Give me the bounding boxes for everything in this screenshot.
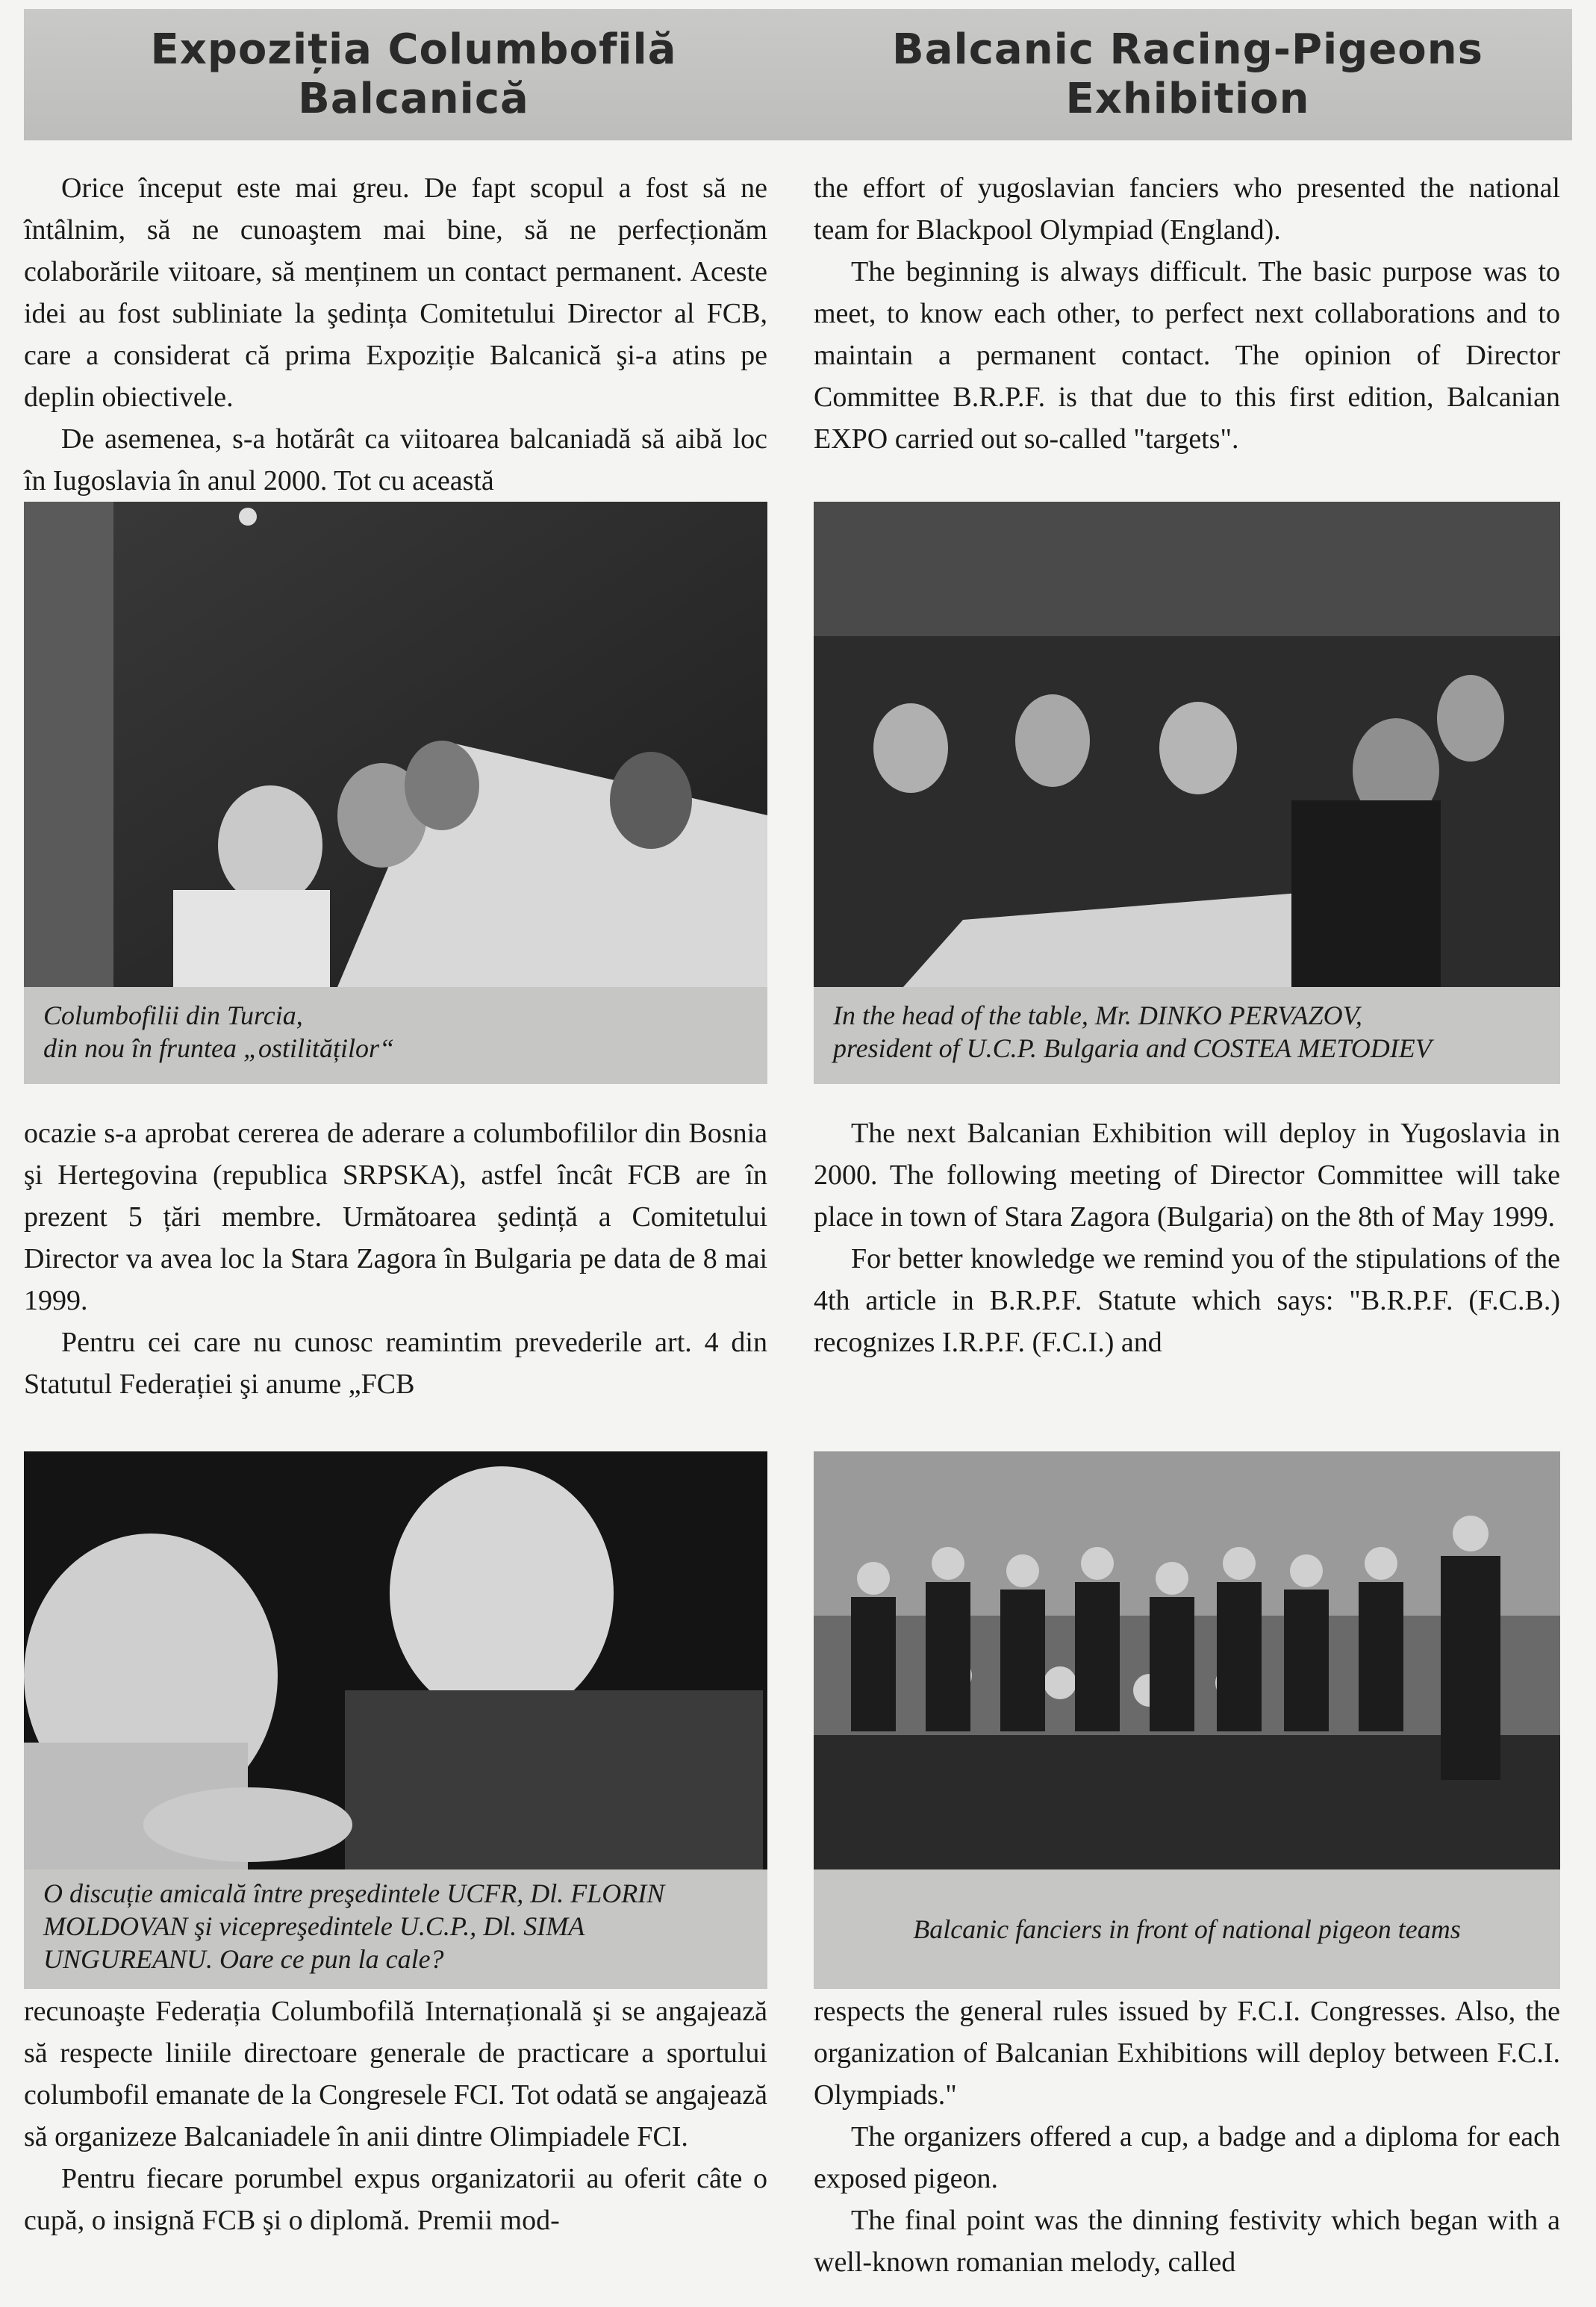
paragraph: respects the general rules issued by F.C.I. Congresses. Also, the organization of Balcanian Exhibitions will deploy between F.C.I. Olympiads." xyxy=(814,1996,1560,2111)
caption-photo-2 xyxy=(814,987,1560,1084)
caption-line: O discuție amicală între preşedintele UCFR, Dl. FLORIN xyxy=(43,1878,665,1908)
paragraph: Pentru fiecare porumbel expus organizatorii au oferit câte o cupă, o insignă FCB şi o diplomă. Premii mod- xyxy=(24,2163,767,2236)
paragraph: The next Balcanian Exhibition will deploy in Yugoslavia in 2000. The following meeting of Director Committee will take place in town of Stara Zagora (Bulgaria) on the 8th of May 1999. xyxy=(814,1118,1560,1233)
english-title xyxy=(803,9,1572,140)
paragraph: The organizers offered a cup, a badge and a diploma for each exposed pigeon. xyxy=(814,2121,1560,2194)
romanian-title xyxy=(24,9,803,140)
photo-group-fanciers xyxy=(814,1451,1560,1869)
caption-line: Columbofilii din Turcia, xyxy=(43,1000,303,1030)
caption-line: Balcanic fanciers in front of national pigeon teams xyxy=(913,1914,1461,1944)
romanian-text-2 xyxy=(24,1112,767,1405)
caption-line: MOLDOVAN şi vicepreşedintele U.C.P., Dl. SIMA xyxy=(43,1911,585,1941)
caption-line: In the head of the table, Mr. DINKO PERVAZOV, xyxy=(833,1000,1362,1030)
paragraph: The beginning is always difficult. The basic purpose was to meet, to know each other, to perfect next collaborations and to maintain a permanent contact. The opinion of Director Committee B.R.P.F. is that due to this first edition, Balcanian EXPO carried out so-called "targets". xyxy=(814,256,1560,455)
paragraph: ocazie s-a aprobat cererea de aderare a columbofililor din Bosnia şi Hertegovina (republica SRPSKA), astfel încât FCB are în prezent 5 țări membre. Următoarea şedință a Comitetului Director va avea loc la Stara Zagora în Bulgaria pe data de 8 mai 1999. xyxy=(24,1118,767,1316)
paragraph: De asemenea, s-a hotărât ca viitoarea balcaniadă să aibă loc în Iugoslavia în anul 2000. Tot cu această xyxy=(24,423,767,496)
english-text-1 xyxy=(814,167,1560,460)
paragraph: the effort of yugoslavian fanciers who presented the national team for Blackpool Olympiad (England). xyxy=(814,172,1560,246)
english-text-3 xyxy=(814,1990,1560,2283)
romanian-text-3 xyxy=(24,1990,767,2241)
caption-line: din nou în fruntea „ostilităților“ xyxy=(43,1033,395,1063)
paragraph: For better knowledge we remind you of the stipulations of the 4th article in B.R.P.F. Statute which says: "B.R.P.F. (F.C.B.) recognizes I.R.P.F. (F.C.I.) and xyxy=(814,1243,1560,1358)
english-title-line2: Exhibition xyxy=(1065,75,1310,123)
english-title-line1: Balcanic Racing-Pigeons xyxy=(892,25,1483,74)
photo-turkish-fanciers xyxy=(24,502,767,987)
caption-photo-4 xyxy=(814,1869,1560,1989)
romanian-title-line2: Balcanică xyxy=(298,75,529,123)
paragraph: Orice început este mai greu. De fapt scopul a fost să ne întâlnim, să ne cunoaştem mai bine, să ne perfecționăm colaborările viitoare, să menținem un contact permanent. Aceste idei au fost subliniate la şedința Comitetului Director al FCB, care a considerat că prima Expoziție Balcanică şi-a atins pe deplin obiectivele. xyxy=(24,172,767,413)
paragraph: recunoaşte Federația Columbofilă Internațională şi se angajează să respecte liniile directoare generale de practicare a sportului columbofil emanate de la Congresele FCI. Tot odată se angajează să organizeze Balcaniadele în anii dintre Olimpiadele FCI. xyxy=(24,1996,767,2152)
paragraph: The final point was the dinning festivity which began with a well-known romanian melody, called xyxy=(814,2205,1560,2278)
caption-line: UNGUREANU. Oare ce pun la cale? xyxy=(43,1944,444,1974)
caption-photo-1 xyxy=(24,987,767,1084)
photo-head-of-table xyxy=(814,502,1560,987)
english-text-2 xyxy=(814,1112,1560,1363)
romanian-text-1 xyxy=(24,167,767,502)
paragraph: Pentru cei care nu cunosc reamintim prevederile art. 4 din Statutul Federației şi anume „FCB xyxy=(24,1327,767,1400)
caption-photo-3 xyxy=(24,1869,767,1989)
photo-friendly-discussion xyxy=(24,1451,767,1869)
romanian-title-line1: Expoziția Columbofilă xyxy=(150,25,677,74)
caption-line: president of U.C.P. Bulgaria and COSTEA METODIEV xyxy=(833,1033,1432,1063)
